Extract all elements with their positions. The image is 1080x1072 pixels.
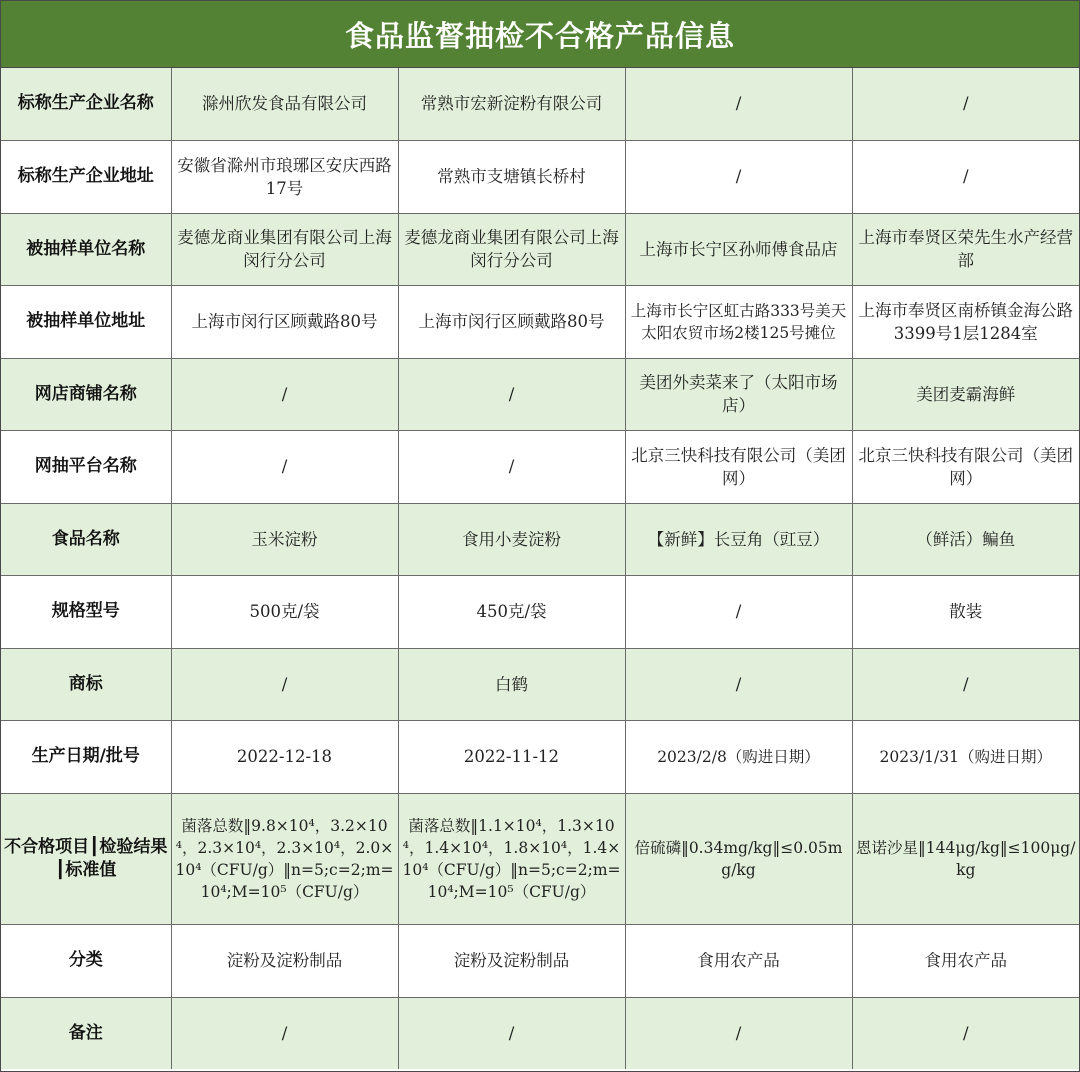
table-cell: 淀粉及淀粉制品 xyxy=(398,924,625,997)
table-cell: / xyxy=(398,997,625,1069)
table-row xyxy=(1,285,1079,358)
table-row xyxy=(1,430,1079,503)
table-cell: 常熟市支塘镇长桥村 xyxy=(398,140,625,213)
table-cell: 【新鲜】长豆角（豇豆） xyxy=(625,503,852,575)
table-row xyxy=(1,924,1079,997)
table-cell: / xyxy=(171,358,398,430)
table-cell: / xyxy=(852,648,1079,720)
table-cell: 倍硫磷‖0.34mg/kg‖≤0.05mg/kg xyxy=(625,793,852,924)
table-cell: 常熟市宏新淀粉有限公司 xyxy=(398,68,625,140)
table-row xyxy=(1,793,1079,924)
table-cell: / xyxy=(398,358,625,430)
row-header: 标称生产企业名称 xyxy=(1,68,171,140)
table-body xyxy=(1,68,1079,1069)
table-row xyxy=(1,68,1079,140)
table-cell: 北京三快科技有限公司（美团网） xyxy=(625,430,852,503)
table-cell: / xyxy=(625,575,852,648)
table-cell: 500克/袋 xyxy=(171,575,398,648)
table-cell: 食用小麦淀粉 xyxy=(398,503,625,575)
table-row xyxy=(1,503,1079,575)
table-cell: / xyxy=(171,430,398,503)
row-header: 商标 xyxy=(1,648,171,720)
page-title: 食品监督抽检不合格产品信息 xyxy=(1,1,1079,68)
row-header: 不合格项目┃检验结果┃标准值 xyxy=(1,793,171,924)
table-cell: 食用农产品 xyxy=(852,924,1079,997)
table-cell: 美团外卖菜来了（太阳市场店） xyxy=(625,358,852,430)
row-header: 食品名称 xyxy=(1,503,171,575)
table-cell: 麦德龙商业集团有限公司上海闵行分公司 xyxy=(398,213,625,285)
table-cell: / xyxy=(398,430,625,503)
table-cell: 菌落总数‖1.1×10⁴，1.3×10⁴，1.4×10⁴，1.8×10⁴，1.4×10⁴（CFU/g）‖n=5;c=2;m=10⁴;M=10⁵（CFU/g） xyxy=(398,793,625,924)
table-row xyxy=(1,358,1079,430)
table-cell: 450克/袋 xyxy=(398,575,625,648)
table-row xyxy=(1,140,1079,213)
table-cell: 散装 xyxy=(852,575,1079,648)
row-header: 被抽样单位地址 xyxy=(1,285,171,358)
table-cell: / xyxy=(625,997,852,1069)
table-cell: 上海市奉贤区南桥镇金海公路3399号1层1284室 xyxy=(852,285,1079,358)
row-header: 网抽平台名称 xyxy=(1,430,171,503)
table-cell: / xyxy=(852,140,1079,213)
table-cell: 白鹤 xyxy=(398,648,625,720)
table-cell: / xyxy=(852,997,1079,1069)
table-row xyxy=(1,575,1079,648)
table-cell: / xyxy=(171,648,398,720)
table-row xyxy=(1,213,1079,285)
table-row xyxy=(1,720,1079,793)
table-cell: 上海市闵行区顾戴路80号 xyxy=(398,285,625,358)
table-cell: 食用农产品 xyxy=(625,924,852,997)
table-cell: 恩诺沙星‖144μg/kg‖≤100μg/kg xyxy=(852,793,1079,924)
table-cell: / xyxy=(852,68,1079,140)
table-cell: 上海市长宁区孙师傅食品店 xyxy=(625,213,852,285)
table-cell: 2023/1/31（购进日期） xyxy=(852,720,1079,793)
row-header: 网店商铺名称 xyxy=(1,358,171,430)
inspection-table xyxy=(1,68,1079,1069)
table-cell: 安徽省滁州市琅琊区安庆西路17号 xyxy=(171,140,398,213)
table-cell: 上海市闵行区顾戴路80号 xyxy=(171,285,398,358)
row-header: 备注 xyxy=(1,997,171,1069)
table-cell: 淀粉及淀粉制品 xyxy=(171,924,398,997)
table-cell: 北京三快科技有限公司（美团网） xyxy=(852,430,1079,503)
table-cell: 滁州欣发食品有限公司 xyxy=(171,68,398,140)
table-cell: 2022-11-12 xyxy=(398,720,625,793)
table-cell: 美团麦霸海鲜 xyxy=(852,358,1079,430)
table-cell: 2023/2/8（购进日期） xyxy=(625,720,852,793)
row-header: 被抽样单位名称 xyxy=(1,213,171,285)
row-header: 标称生产企业地址 xyxy=(1,140,171,213)
table-cell: / xyxy=(171,997,398,1069)
table-cell: 玉米淀粉 xyxy=(171,503,398,575)
table-cell: 上海市长宁区虹古路333号美天太阳农贸市场2楼125号摊位 xyxy=(625,285,852,358)
table-cell: / xyxy=(625,140,852,213)
table-cell: 上海市奉贤区荣先生水产经营部 xyxy=(852,213,1079,285)
table-cell: / xyxy=(625,68,852,140)
table-cell: 菌落总数‖9.8×10⁴，3.2×10⁴，2.3×10⁴，2.3×10⁴，2.0×10⁴（CFU/g）‖n=5;c=2;m=10⁴;M=10⁵（CFU/g） xyxy=(171,793,398,924)
table-cell: 2022-12-18 xyxy=(171,720,398,793)
row-header: 生产日期/批号 xyxy=(1,720,171,793)
table-row xyxy=(1,648,1079,720)
row-header: 分类 xyxy=(1,924,171,997)
row-header: 规格型号 xyxy=(1,575,171,648)
table-cell: 麦德龙商业集团有限公司上海闵行分公司 xyxy=(171,213,398,285)
table-cell: （鲜活）鳊鱼 xyxy=(852,503,1079,575)
table-row xyxy=(1,997,1079,1069)
table-cell: / xyxy=(625,648,852,720)
